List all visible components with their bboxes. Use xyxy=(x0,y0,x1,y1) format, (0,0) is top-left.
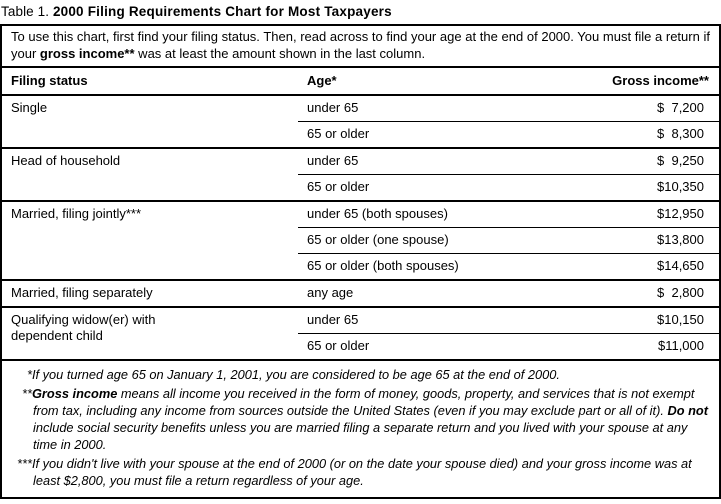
header-row xyxy=(2,68,719,95)
footnote-text: include social security benefits unless you are married filing a separate return and you lived with your spouse at any time in 2000. xyxy=(33,420,688,452)
gross-income-cell: $10,350 xyxy=(579,175,719,202)
header-age: Age* xyxy=(298,68,579,95)
gross-income-cell: $ 8,300 xyxy=(579,122,719,149)
gross-income-cell: $ 7,200 xyxy=(579,95,719,122)
age-cell: any age xyxy=(298,280,579,307)
filing-status-cell xyxy=(2,280,298,307)
footnote-marker: * xyxy=(27,367,32,382)
footnote-text: If you turned age 65 on January 1, 2001, you are considered to be age 65 at the end of 2000. xyxy=(31,367,560,382)
footnotes xyxy=(2,359,719,497)
intro-text-b: was at least the amount shown in the last column. xyxy=(134,45,426,61)
age-cell: under 65 xyxy=(298,307,579,334)
age-cell: under 65 (both spouses) xyxy=(298,201,579,228)
filing-status-label: Head of household xyxy=(11,153,121,168)
footnote-text: means all income you received in the form of money, goods, property, and services that is not exempt from tax, including any income from sources outside the United States (even if you may exclude part or all of it). xyxy=(33,386,695,418)
table-title-prefix: Table 1. xyxy=(1,4,53,19)
table-row xyxy=(2,307,719,334)
table-row xyxy=(2,280,719,307)
footnote-spouse xyxy=(12,455,709,489)
age-cell: under 65 xyxy=(298,95,579,122)
filing-status-cell xyxy=(2,201,298,280)
gross-income-cell: $ 2,800 xyxy=(579,280,719,307)
filing-status-cell xyxy=(2,148,298,201)
gross-income-cell: $10,150 xyxy=(579,307,719,334)
table-row xyxy=(2,148,719,175)
table-row xyxy=(2,201,719,228)
filing-table-body xyxy=(2,95,719,359)
age-cell: 65 or older xyxy=(298,122,579,149)
header-gross-income: Gross income** xyxy=(579,68,719,95)
filing-status-label: Married, filing separately xyxy=(11,285,153,300)
filing-requirements-table xyxy=(2,68,719,359)
age-cell: 65 or older (one spouse) xyxy=(298,228,579,254)
filing-status-cell xyxy=(2,307,298,359)
gross-income-cell: $11,000 xyxy=(579,334,719,360)
age-cell: 65 or older (both spouses) xyxy=(298,254,579,281)
header-filing-status: Filing status xyxy=(2,68,298,95)
intro-text xyxy=(2,26,719,68)
gross-income-cell: $14,650 xyxy=(579,254,719,281)
footnote-age-65 xyxy=(12,366,709,383)
age-cell: under 65 xyxy=(298,148,579,175)
table-title xyxy=(1,4,721,19)
intro-text-a: To use this chart, first find your filing status. Then, read across to find your age at the end of 2000. You must file a return if your xyxy=(11,29,710,61)
filing-status-label: Qualifying widow(er) with dependent child xyxy=(11,312,156,343)
gross-income-cell: $13,800 xyxy=(579,228,719,254)
footnote-text: If you didn't live with your spouse at the end of 2000 (or on the date your spouse died) and your gross income was at least $2,800, you must file a return regardless of your age. xyxy=(31,456,692,488)
document-page xyxy=(0,4,721,499)
footnote-marker: *** xyxy=(17,456,32,471)
filing-status-label: Single xyxy=(11,100,48,115)
gross-income-cell: $ 9,250 xyxy=(579,148,719,175)
table-title-main: 2000 Filing Requirements Chart for Most Taxpayers xyxy=(52,4,392,19)
filing-chart-box xyxy=(0,24,721,499)
filing-status-label: Married, filing jointly*** xyxy=(11,206,142,221)
footnote-bold-gross-income: Gross income xyxy=(31,386,118,401)
intro-bold-gross-income: gross income** xyxy=(39,45,135,61)
footnote-gross-income xyxy=(12,385,709,453)
gross-income-cell: $12,950 xyxy=(579,201,719,228)
table-row xyxy=(2,95,719,122)
footnote-bold-do-not: Do not xyxy=(667,403,708,418)
footnote-marker: ** xyxy=(22,386,32,401)
filing-status-cell xyxy=(2,95,298,148)
age-cell: 65 or older xyxy=(298,334,579,360)
age-cell: 65 or older xyxy=(298,175,579,202)
